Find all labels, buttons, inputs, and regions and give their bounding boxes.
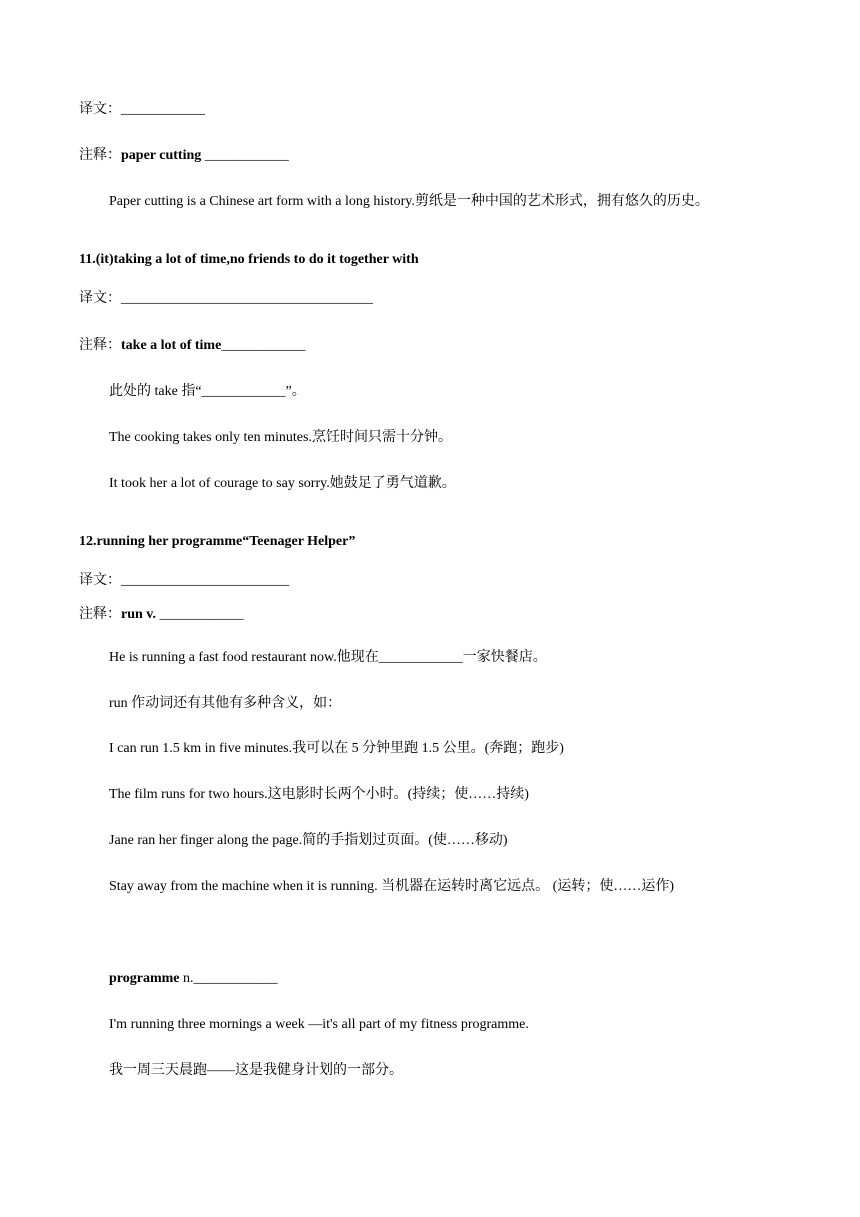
example-fitness-translation: 我一周三天晨跑——这是我健身计划的一部分。: [109, 1063, 403, 1078]
note-take-time: [79, 337, 305, 355]
note-term: run v.: [121, 607, 157, 622]
note-blank: ____________: [201, 148, 289, 163]
translation-line-11: 译文：____________________________________: [79, 291, 373, 306]
note-blank: ____________: [221, 338, 306, 353]
example-fitness: I'm running three mornings a week —it's all part of my fitness programme.: [109, 1017, 529, 1032]
translation-line-1: 译文：____________: [79, 102, 205, 117]
item-12-heading: 12.running her programme“Teenager Helper”: [79, 534, 356, 549]
note-blank: ____________: [156, 607, 244, 622]
item-11-heading: 11.(it)taking a lot of time,no friends to do it together with: [79, 252, 419, 267]
example-film-runs: The film runs for two hours.这电影时长两个小时。(持续；使……持续): [109, 787, 529, 802]
note-term: programme: [109, 971, 180, 986]
note-blank: n.____________: [179, 971, 278, 986]
run-meanings-intro: run 作动词还有其他有多种含义，如：: [109, 696, 342, 711]
note-run: [79, 606, 244, 624]
example-finger: Jane ran her finger along the page.简的手指划过页面。(使……移动): [109, 833, 508, 848]
note-paper-cutting: [79, 147, 289, 165]
note-term: take a lot of time: [121, 338, 222, 353]
note-label: 注释：: [79, 607, 121, 622]
note-label: 注释：: [79, 148, 121, 163]
note-label: 注释：: [79, 338, 121, 353]
example-paper-cutting: Paper cutting is a Chinese art form with a long history.剪纸是一种中国的艺术形式，拥有悠久的历史。: [109, 194, 709, 209]
example-machine: Stay away from the machine when it is running. 当机器在运转时离它远点。 (运转；使……运作): [109, 879, 674, 894]
take-meaning-line: 此处的 take 指“____________”。: [109, 384, 306, 399]
translation-line-12: 译文：________________________: [79, 573, 289, 588]
note-programme: [109, 970, 278, 988]
example-cooking: The cooking takes only ten minutes.烹饪时间只需十分钟。: [109, 430, 452, 445]
note-term: paper cutting: [121, 148, 202, 163]
example-courage: It took her a lot of courage to say sorry.她鼓足了勇气道歉。: [109, 476, 456, 491]
example-run-km: I can run 1.5 km in five minutes.我可以在 5 分钟里跑 1.5 公里。(奔跑；跑步): [109, 741, 564, 756]
example-restaurant: He is running a fast food restaurant now.他现在____________一家快餐店。: [109, 650, 547, 665]
